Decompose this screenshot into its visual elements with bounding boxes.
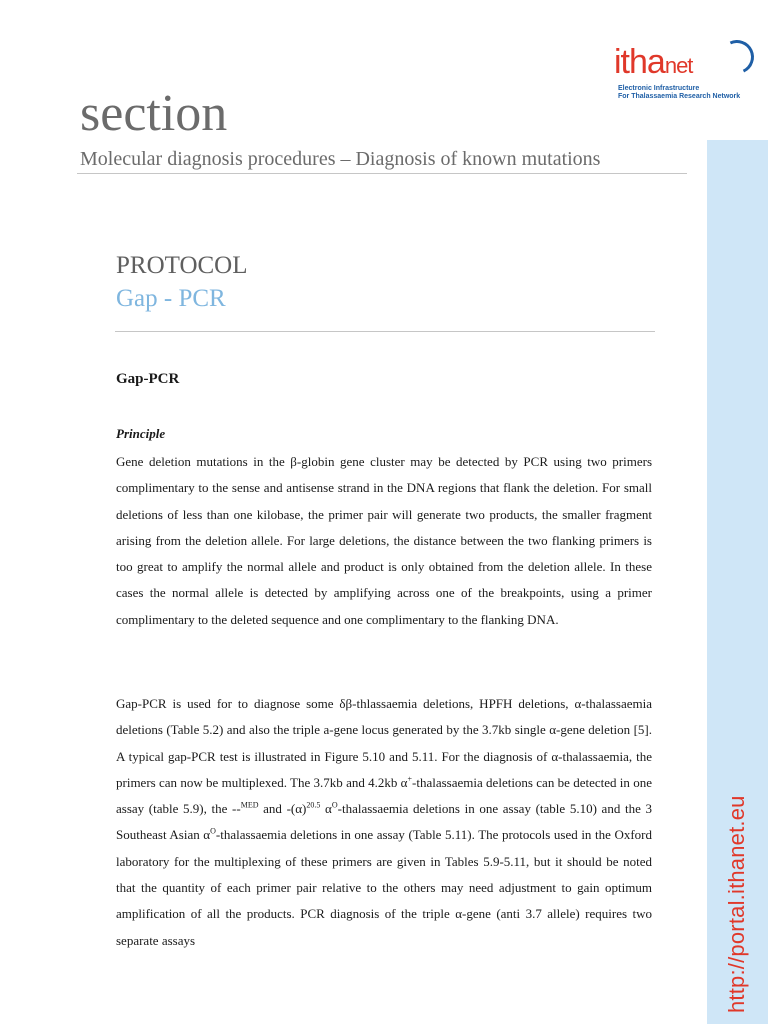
protocol-label: PROTOCOL bbox=[116, 252, 248, 279]
header-divider bbox=[77, 173, 687, 174]
gap-pcr-paragraph bbox=[116, 691, 652, 954]
p2-sup-med: MED bbox=[240, 800, 259, 810]
portal-url-link[interactable]: http://portal.ithanet.eu bbox=[724, 795, 749, 1013]
p2-text-d: α bbox=[320, 801, 332, 817]
logo-tagline-line1: Electronic Infrastructure bbox=[618, 85, 700, 92]
p2-sup-20-5: 20.5 bbox=[306, 800, 321, 810]
protocol-title: Gap - PCR bbox=[116, 285, 226, 312]
logo-ring-icon bbox=[715, 35, 759, 79]
logo-word-main: itha bbox=[614, 43, 665, 81]
principle-paragraph: Gene deletion mutations in the β-globin gene cluster may be detected by PCR using two primers complimentary to the sense and antisense strand in the DNA regions that flank the deletion. For small deletions of less than one kilobase, the primer pair will generate two products, the smaller fragment arising from the deletion allele. For large deletions, the distance between the two flanking primers is too great to amplify the normal allele and product is only obtained from the deletion allele. In these cases the normal allele is detected by amplifying across one of the breakpoints, using a primer complimentary to the deleted sequence and one complimentary to the flanking DNA. bbox=[116, 454, 652, 627]
p2-text-f: -thalassaemia deletions in one assay (Table 5.11). The protocols used in the Oxford laboratory for the multiplexing of these primers are given in Tables 5.9-5.11, but it should be noted that the quantity of each primer pair relative to the others may need adjustment to gain optimum amplification of all the products. PCR diagnosis of the triple α-gene (anti 3.7 allele) requires two separate assays bbox=[116, 827, 652, 948]
logo-word-small: net bbox=[664, 53, 693, 78]
p2-text-c: and -(α) bbox=[258, 801, 307, 817]
p2-sup-o2: O bbox=[210, 827, 216, 837]
p2-text-a: Gap-PCR is used for to diagnose some δβ-thlassaemia deletions, HPFH deletions, α-thalassaemia deletions (Table 5.2) and also the triple a-gene locus generated by the 3.7kb single α-gene deletion [5]. A typical gap-PCR test is illustrated in Figure 5.10 and 5.11. For the diagnosis of α-thalassaemia, the primers can now be multiplexed. The 3.7kb and 4.2kb α bbox=[116, 696, 652, 790]
p2-sup-plus: + bbox=[407, 774, 413, 784]
section-subtitle: Molecular diagnosis procedures – Diagnosis of known mutations bbox=[80, 148, 601, 170]
logo-tagline bbox=[618, 85, 740, 101]
p2-sup-o1: O bbox=[331, 800, 338, 810]
ithanet-logo bbox=[614, 38, 764, 106]
document-heading: Gap-PCR bbox=[116, 371, 180, 387]
logo-wordmark bbox=[614, 42, 692, 86]
protocol-divider bbox=[115, 331, 655, 332]
logo-tagline-line2: For Thalassaemia Research Network bbox=[618, 93, 741, 100]
p2-text-b: -thalassaemia deletions can be detected in one assay (table 5.9), the -- bbox=[116, 774, 652, 817]
section-label: section bbox=[80, 85, 228, 142]
principle-subheading: Principle bbox=[116, 426, 166, 441]
p2-text-e: -thalassaemia deletions in one assay (table 5.10) and the 3 Southeast Asian α bbox=[116, 801, 653, 843]
